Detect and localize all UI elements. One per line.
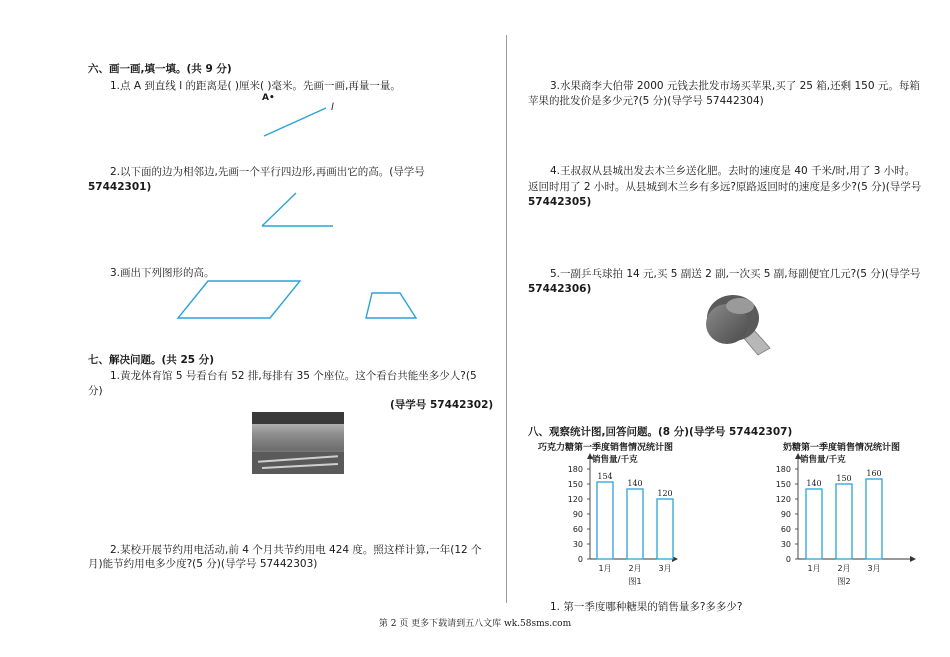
page-footer: 第 2 页 更多下载请到五八文库 wk.58sms.com bbox=[378, 619, 572, 629]
problem-7-5-line1: 5.一副乒乓球拍 14 元,买 5 副送 2 副,一次买 5 副,每副便宜几元?(5 分)(导学号 bbox=[550, 268, 921, 280]
problem-7-3-line1: 3.水果商李大伯带 2000 元钱去批发市场买苹果,买了 25 箱,还剩 150 元。每箱 bbox=[550, 80, 920, 92]
chart-1-bar-value: 154 bbox=[597, 472, 613, 481]
question-6-2-line2: 57442301) bbox=[88, 181, 152, 193]
chart-2-bar bbox=[836, 484, 852, 559]
problem-7-2-line2: 月)能节约用电多少度?(5 分)(导学号 57442303) bbox=[88, 558, 318, 570]
chart-2-bar-value: 150 bbox=[836, 474, 852, 483]
chart-1-y-tick-label: 180 bbox=[567, 465, 583, 474]
problem-7-5-line2: 57442306) bbox=[528, 283, 592, 295]
problem-7-1-line2: 分) bbox=[88, 385, 103, 397]
chart-2-y-tick-label: 60 bbox=[780, 525, 791, 534]
chart-1-y-tick-label: 30 bbox=[572, 540, 583, 549]
chart-1-bar bbox=[657, 499, 673, 559]
chart-1-bar bbox=[597, 482, 613, 559]
question-6-2-line1: 2.以下面的边为相邻边,先画一个平行四边形,再画出它的高。(导学号 bbox=[110, 166, 425, 178]
chart-1-y-tick-label: 0 bbox=[577, 555, 583, 564]
chart-1-y-tick-label: 120 bbox=[567, 495, 583, 504]
chart-2-bar-value: 140 bbox=[806, 479, 822, 488]
chart-2-x-tick-label: 3月 bbox=[867, 564, 881, 573]
line-l-label: l bbox=[331, 102, 334, 113]
chart-2-y-tick-label: 90 bbox=[780, 510, 791, 519]
chart-2-bar bbox=[806, 489, 822, 559]
question-6-1: 1.点 A 到直线 l 的距离是( )厘米( )毫米。先画一画,再量一量。 bbox=[110, 80, 401, 92]
chart-1-caption: 图1 bbox=[628, 577, 642, 586]
chart-1-title: 巧克力糖第一季度销售情况统计图 bbox=[538, 443, 674, 453]
point-a-label: A• bbox=[262, 93, 275, 103]
question-6-3: 3.画出下列图形的高。 bbox=[110, 267, 215, 279]
chart-1-bar-value: 140 bbox=[627, 479, 643, 488]
chart-2-y-tick-label: 150 bbox=[775, 480, 791, 489]
chart-1-bar bbox=[627, 489, 643, 559]
chart-1-y-tick-label: 60 bbox=[572, 525, 583, 534]
chart-2-x-arrow bbox=[910, 556, 916, 562]
question-8-1: 1. 第一季度哪种糖果的销售量多?多多少? bbox=[550, 601, 743, 613]
problem-7-2-line1: 2.某校开展节约用电活动,前 4 个月共节约用电 424 度。照这样计算,一年(12 个 bbox=[110, 544, 482, 556]
chart-2-bar-value: 160 bbox=[866, 469, 882, 478]
chart-2-y-tick-label: 120 bbox=[775, 495, 791, 504]
section-6-title: 六、画一画,填一填。(共 9 分) bbox=[88, 63, 232, 75]
chart-2-x-tick-label: 1月 bbox=[807, 564, 821, 573]
section-7-title: 七、解决问题。(共 25 分) bbox=[88, 354, 215, 366]
chart-2-caption: 图2 bbox=[837, 577, 851, 586]
chart-2-y-label: 销售量/千克 bbox=[800, 455, 846, 465]
chart-2-bar bbox=[866, 479, 882, 559]
chart-2-title: 奶糖第一季度销售情况统计图 bbox=[783, 443, 901, 453]
problem-7-4-line3: 57442305) bbox=[528, 196, 592, 208]
problem-7-3-line2: 苹果的批发价是多少元?(5 分)(导学号 57442304) bbox=[528, 95, 764, 107]
chart-1-y-tick-label: 150 bbox=[567, 480, 583, 489]
chart-2-y-tick-label: 0 bbox=[785, 555, 791, 564]
problem-7-4-line1: 4.王叔叔从县城出发去木兰乡送化肥。去时的速度是 40 千米/时,用了 3 小时。 bbox=[550, 165, 916, 177]
chart-1-x-tick-label: 3月 bbox=[658, 564, 672, 573]
chart-2-y-tick-label: 30 bbox=[780, 540, 791, 549]
chart-1-bar-value: 120 bbox=[657, 489, 673, 498]
chart-1-x-tick-label: 2月 bbox=[628, 564, 642, 573]
chart-2-x-tick-label: 2月 bbox=[837, 564, 851, 573]
section-8-title: 八、观察统计图,回答问题。(8 分)(导学号 57442307) bbox=[528, 426, 793, 438]
problem-7-4-line2: 返回时用了 2 小时。从县城到木兰乡有多远?原路返回时的速度是多少?(5 分)(导学号 bbox=[528, 181, 922, 193]
problem-7-1-line1: 1.黄龙体育馆 5 号看台有 52 排,每排有 35 个座位。这个看台共能坐多少人?(5 bbox=[110, 370, 477, 382]
chart-1-x-tick-label: 1月 bbox=[598, 564, 612, 573]
problem-7-1-guide: (导学号 57442302) bbox=[390, 399, 494, 411]
chart-2-y-tick-label: 180 bbox=[775, 465, 791, 474]
chart-1-y-tick-label: 90 bbox=[572, 510, 583, 519]
chart-1-y-label: 销售量/千克 bbox=[592, 455, 638, 465]
